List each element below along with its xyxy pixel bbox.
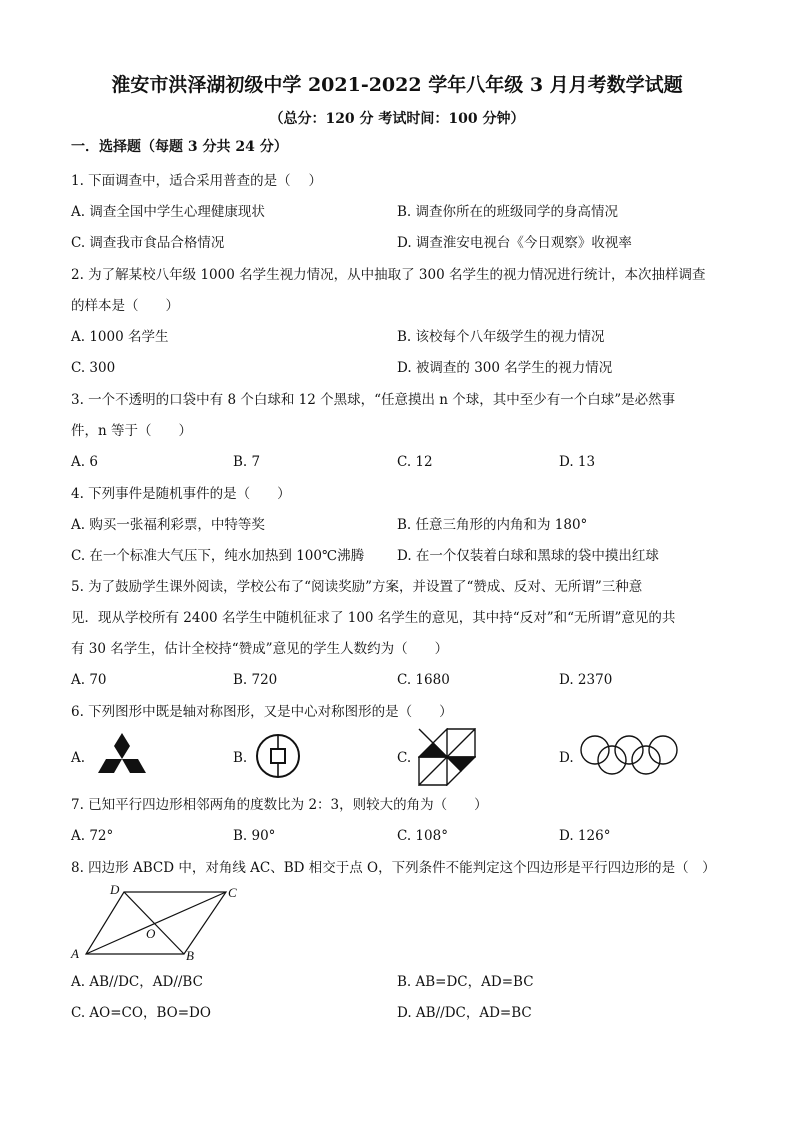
q1-option-a: A. 调查全国中学生心理健康现状 [71, 204, 265, 220]
q7-option-c: C. 108° [397, 828, 448, 844]
q2-option-a: A. 1000 名学生 [71, 329, 169, 345]
q1-option-b: B. 调查你所在的班级同学的身高情况 [397, 204, 619, 220]
mitsubishi-figure [95, 732, 149, 782]
section-heading: 一．选择题（每题 3 分共 24 分） [71, 139, 288, 155]
q5-option-d: D. 2370 [559, 672, 613, 688]
q6-option-a: A. [71, 750, 86, 766]
q4-option-a: A. 购买一张福利彩票，中特等奖 [71, 517, 265, 533]
vertex-b-label: B [186, 948, 194, 963]
q1-stem: 1. 下面调查中，适合采用普查的是（ ） [71, 173, 322, 189]
q2-stem-line2: 的样本是（ ） [71, 298, 179, 314]
q7-option-b: B. 90° [233, 828, 276, 844]
exam-subtitle: （总分：120 分 考试时间：100 分钟） [269, 111, 525, 127]
q4-option-b: B. 任意三角形的内角和为 180° [397, 517, 588, 533]
q8-option-d: D. AB//DC，AD=BC [397, 1005, 532, 1021]
point-o-label: O [146, 926, 156, 941]
q7-option-a: A. 72° [71, 828, 114, 844]
q3-option-a: A. 6 [71, 454, 98, 470]
exam-title: 淮安市洪泽湖初级中学 2021-2022 学年八年级 3 月月考数学试题 [111, 74, 683, 96]
q3-option-d: D. 13 [559, 454, 596, 470]
q8-option-c: C. AO=CO，BO=DO [71, 1005, 211, 1021]
q4-option-d: D. 在一个仅装着白球和黑球的袋中摸出红球 [397, 548, 659, 564]
q6-option-c: C. [397, 750, 412, 766]
q7-option-d: D. 126° [559, 828, 611, 844]
q8-option-a: A. AB//DC，AD//BC [71, 974, 203, 990]
q2-option-d: D. 被调查的 300 名学生的视力情况 [397, 360, 613, 376]
q4-stem: 4. 下列事件是随机事件的是（ ） [71, 486, 291, 502]
vertex-d-label: D [110, 882, 120, 897]
parallelogram-figure [66, 880, 246, 964]
q1-option-c: C. 调查我市食品合格情况 [71, 235, 225, 251]
q5-stem-line3: 有 30 名学生，估计全校持“赞成”意见的学生人数约为（ ） [71, 641, 449, 657]
q4-option-c: C. 在一个标准大气压下，纯水加热到 100℃沸腾 [71, 548, 365, 564]
q1-option-d: D. 调查淮安电视台《今日观察》收视率 [397, 235, 632, 251]
vertex-a-label: A [71, 946, 79, 961]
q3-stem-line1: 3. 一个不透明的口袋中有 8 个白球和 12 个黑球，“任意摸出 n 个球，其中至少有一个白球”是必然事 [71, 392, 676, 408]
q3-stem-line2: 件，n 等于（ ） [71, 423, 192, 439]
q6-option-b: B. [233, 750, 248, 766]
q8-stem: 8. 四边形 ABCD 中，对角线 AC、BD 相交于点 O，下列条件不能判定这个四边形是平行四边形的是（ ） [71, 860, 716, 876]
q5-stem-line2: 见．现从学校所有 2400 名学生中随机征求了 100 名学生的意见，其中持“反对”和“无所谓”意见的共 [71, 610, 676, 626]
q2-stem-line1: 2. 为了解某校八年级 1000 名学生视力情况，从中抽取了 300 名学生的视力情况进行统计，本次抽样调查 [71, 267, 706, 283]
q2-option-b: B. 该校每个八年级学生的视力情况 [397, 329, 605, 345]
q5-option-c: C. 1680 [397, 672, 450, 688]
coin-figure [254, 732, 302, 780]
q5-option-a: A. 70 [71, 672, 107, 688]
q3-option-b: B. 7 [233, 454, 261, 470]
q6-stem: 6. 下列图形中既是轴对称图形，又是中心对称图形的是（ ） [71, 704, 453, 720]
q8-option-b: B. AB=DC，AD=BC [397, 974, 534, 990]
q3-option-c: C. 12 [397, 454, 433, 470]
q7-stem: 7. 已知平行四边形相邻两角的度数比为 2：3，则较大的角为（ ） [71, 797, 488, 813]
q6-option-d: D. [559, 750, 574, 766]
q5-option-b: B. 720 [233, 672, 278, 688]
q5-stem-line1: 5. 为了鼓励学生课外阅读，学校公布了“阅读奖励”方案，并设置了“赞成、反对、无所谓”三种意 [71, 579, 643, 595]
olympic-rings-figure [578, 734, 680, 776]
q2-option-c: C. 300 [71, 360, 116, 376]
vertex-c-label: C [228, 885, 237, 900]
pinwheel-figure [418, 728, 476, 786]
